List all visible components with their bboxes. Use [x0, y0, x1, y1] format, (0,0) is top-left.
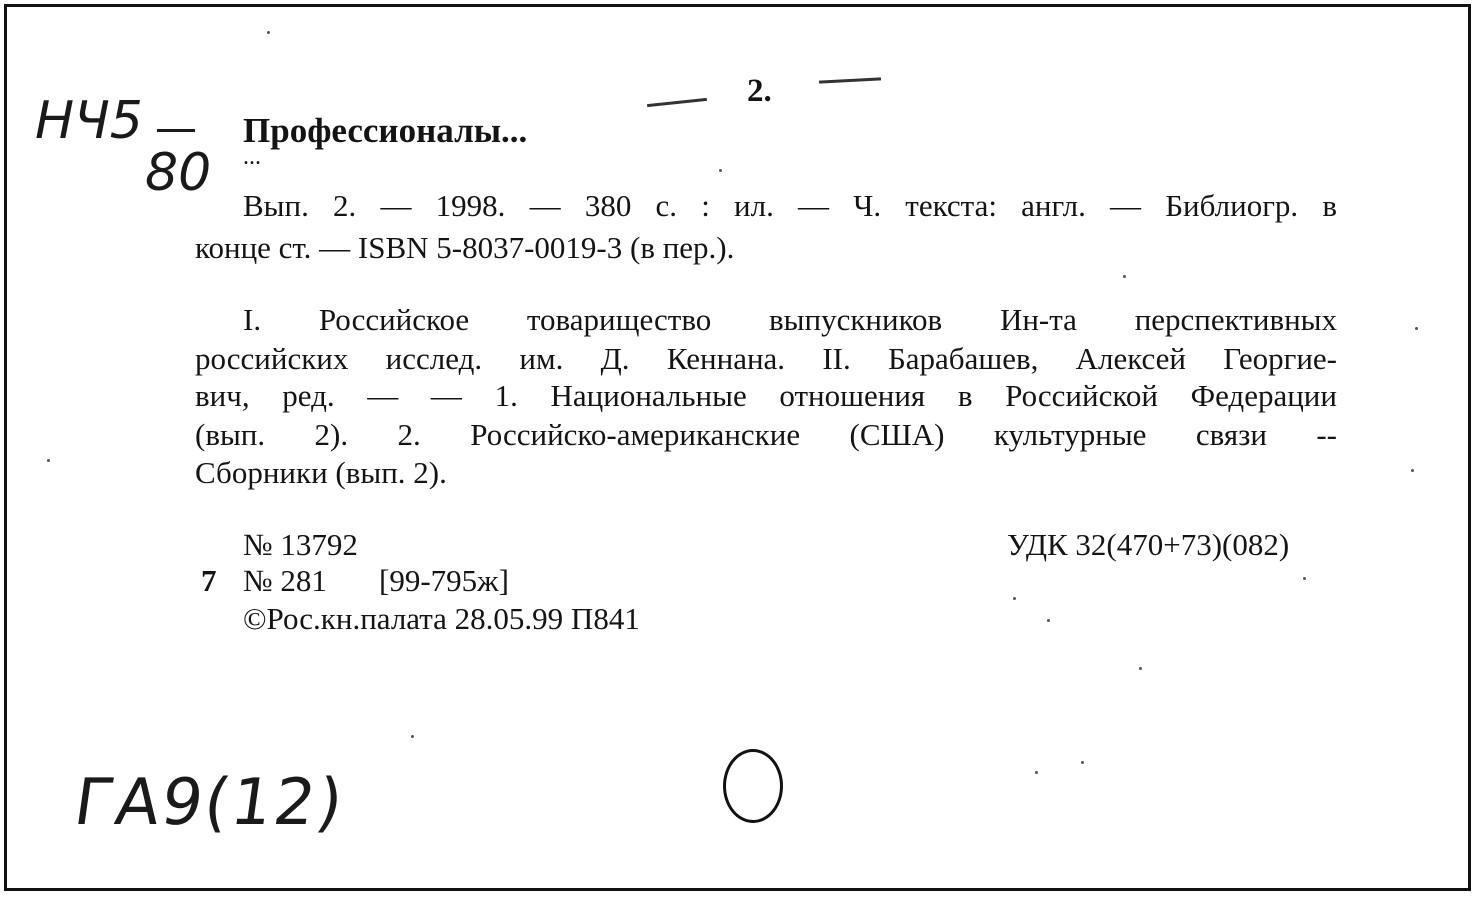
catalog-card [4, 4, 1471, 891]
copyright-line: ©Рос.кн.палата 28.05.99 П841 [243, 601, 640, 636]
udc-code: УДК 32(470+73)(082) [1007, 527, 1290, 562]
handwritten-code-bottom: 80 [145, 143, 212, 203]
handwritten-code-top: НЧ5 [35, 91, 143, 151]
card-title: Профессионалы... [243, 111, 528, 150]
speck [1411, 469, 1414, 472]
speck [1415, 327, 1418, 330]
record-number-2: № 281 [243, 563, 327, 598]
speck [1139, 667, 1142, 670]
speck [719, 169, 722, 172]
speck [1035, 771, 1038, 774]
speck [1013, 597, 1016, 600]
speck [1303, 577, 1306, 580]
volume-marker: 2. [747, 73, 772, 109]
title-ellipsis: ... [243, 144, 261, 170]
speck [47, 459, 50, 462]
description-line-1: Вып. 2. — 1998. — 380 с. : ил. — Ч. текста: англ. — Библиогр. в [243, 188, 1337, 223]
dash-mark-left [647, 98, 707, 107]
dash-mark-right [819, 77, 881, 83]
record-number: № 13792 [243, 527, 358, 562]
subjects-line-2: российских исслед. им. Д. Кеннана. II. Барабашев, Алексей Георгие- [195, 341, 1337, 376]
subjects-line-4: (вып. 2). 2. Российско-американские (США) культурные связи -- [195, 417, 1337, 452]
subjects-line-3: вич, ред. — — 1. Национальные отношения в Российской Федерации [195, 378, 1337, 413]
description-line-2: конце ст. — ISBN 5-8037-0019-3 (в пер.). [195, 230, 735, 265]
prefix-digit: 7 [201, 563, 217, 598]
subjects-last-line: Сборники (вып. 2). [195, 455, 447, 490]
speck [267, 31, 270, 34]
order-code: [99-795ж] [379, 563, 509, 598]
speck [1123, 275, 1126, 278]
handwritten-shelfmark: ГА9(12) [69, 766, 350, 840]
speck [1081, 761, 1084, 764]
punch-hole-circle [723, 749, 783, 823]
handwritten-underline [157, 129, 195, 132]
speck [1047, 619, 1050, 622]
speck [411, 735, 414, 738]
subjects-line-1: I. Российское товарищество выпускников Ин-та перспективных [243, 302, 1337, 337]
